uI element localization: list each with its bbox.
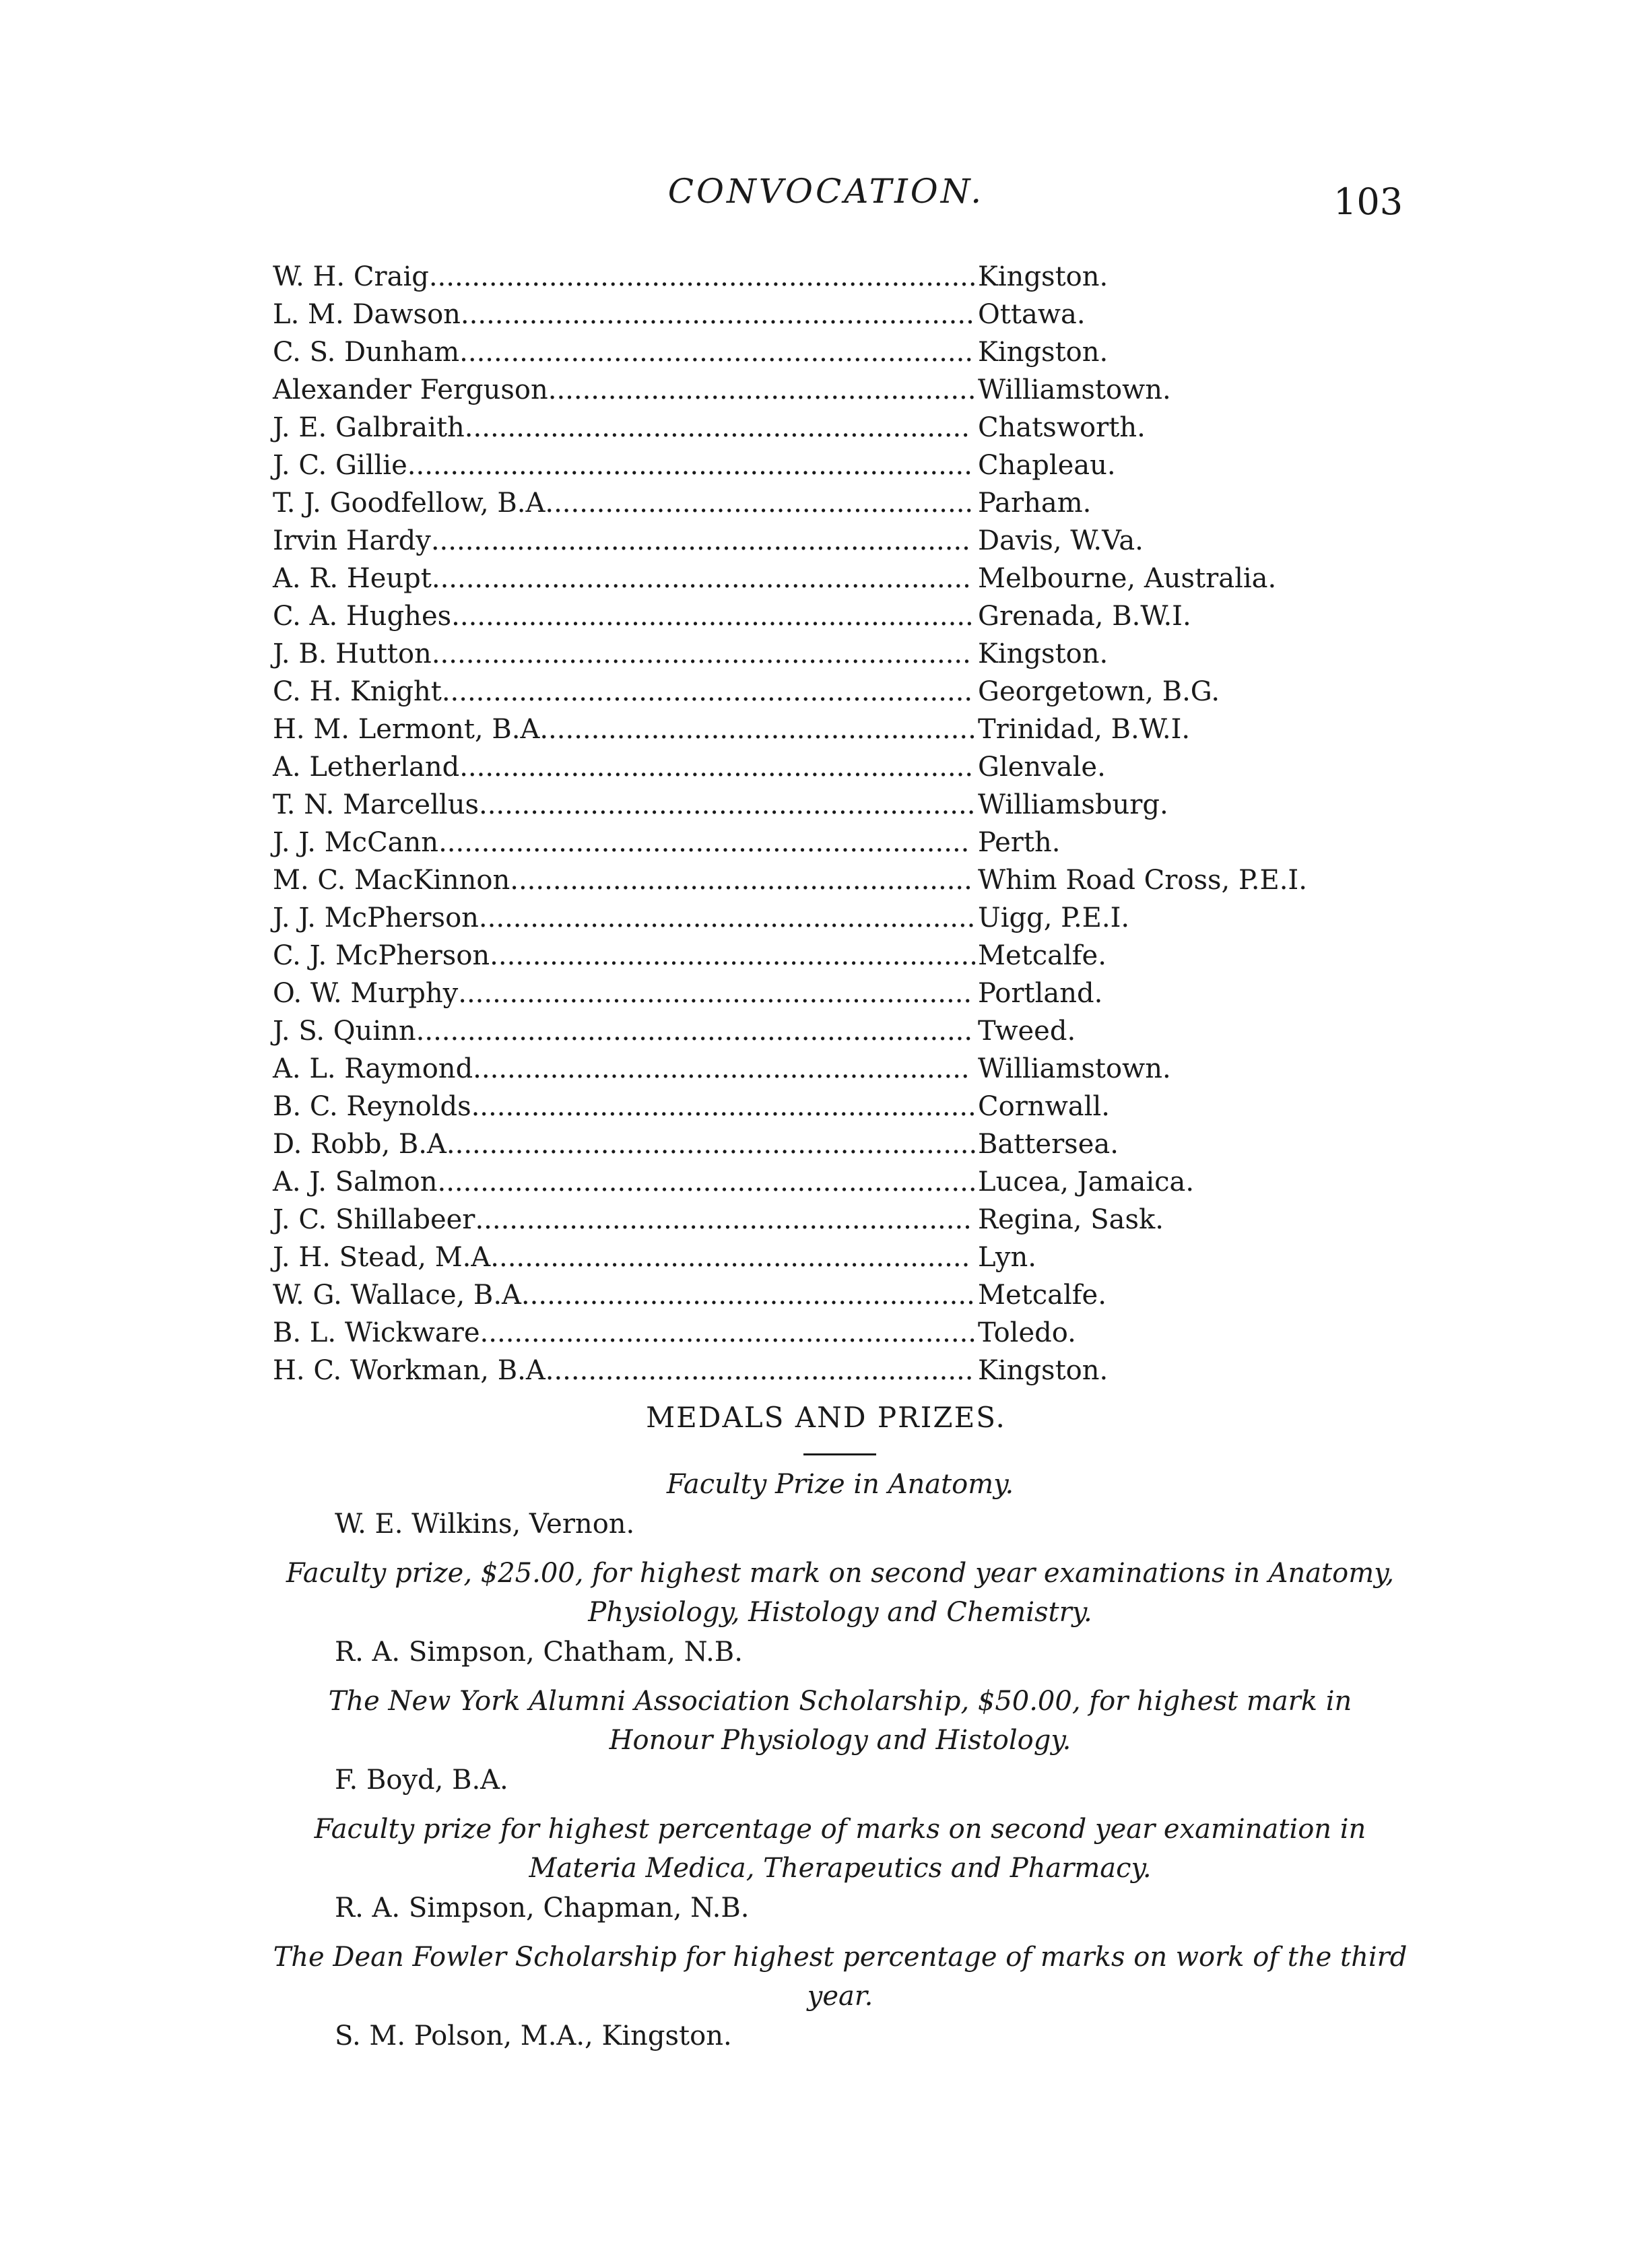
- graduate-name: C. J. McPherson: [273, 940, 490, 971]
- graduate-row: [273, 1276, 1377, 1314]
- graduate-name: A. L. Raymond: [273, 1053, 473, 1084]
- graduate-row: [273, 1314, 1377, 1352]
- graduate-place: Toledo.: [978, 1317, 1076, 1348]
- graduate-place: Williamstown.: [978, 1053, 1171, 1084]
- graduate-row: [273, 560, 1377, 597]
- dot-leader: ...............................................................: [430, 525, 970, 556]
- graduate-row: [273, 1088, 1377, 1125]
- graduate-place: Lyn.: [978, 1242, 1036, 1273]
- prize-winner: R. A. Simpson, Chatham, N.B.: [335, 1637, 743, 1668]
- graduate-name: H. M. Lermont, B.A.: [273, 714, 549, 745]
- dot-leader: ...........................................................: [471, 1091, 977, 1122]
- graduate-name: A. Letherland: [273, 752, 460, 783]
- graduate-row: [273, 484, 1377, 522]
- page-number: 103: [1333, 180, 1403, 223]
- graduate-row: [273, 1239, 1377, 1276]
- prize-block: [273, 1465, 1408, 1544]
- graduate-list: [273, 258, 1377, 1389]
- graduate-name: W. G. Wallace, B.A.: [273, 1280, 530, 1311]
- graduate-row: [273, 861, 1377, 899]
- dot-leader: ..........................................................: [475, 1204, 972, 1235]
- graduate-place: Kingston.: [978, 261, 1109, 292]
- graduate-row: [273, 824, 1377, 861]
- dot-leader: ............................................................: [459, 752, 974, 783]
- dot-leader: ......................................................: [510, 865, 972, 896]
- prize-block: [273, 1554, 1408, 1672]
- graduate-name: T. J. Goodfellow, B.A.: [273, 488, 554, 519]
- graduate-place: Battersea.: [978, 1129, 1119, 1160]
- section-heading: MEDALS AND PRIZES.: [646, 1401, 1006, 1434]
- dot-leader: ............................................................: [459, 337, 974, 368]
- graduate-row: [273, 899, 1377, 937]
- graduate-place: Melbourne, Australia.: [978, 563, 1277, 594]
- graduate-row: [273, 597, 1377, 635]
- dot-leader: ..................................................................: [407, 450, 972, 481]
- graduate-name: O. W. Murphy: [273, 978, 459, 1009]
- dot-leader: ...............................................................: [437, 1167, 977, 1197]
- prize-title: The Dean Fowler Scholarship for highest percentage of marks on work of the third year.: [273, 1942, 1408, 2012]
- graduate-name: D. Robb, B.A.: [273, 1129, 455, 1160]
- dot-leader: ..................................................: [548, 714, 977, 745]
- graduate-name: W. H. Craig: [273, 261, 429, 292]
- prize-title: Faculty Prize in Anatomy.: [666, 1469, 1014, 1500]
- prize-title: Faculty prize for highest percentage of marks on second year examination in Materia Medica, Therapeutics and Pharmacy.: [314, 1814, 1366, 1884]
- graduate-row: [273, 371, 1377, 409]
- graduate-place: Kingston.: [978, 638, 1109, 669]
- graduate-place: Metcalfe.: [978, 1280, 1106, 1311]
- prize-winner: S. M. Polson, M.A., Kingston.: [335, 2020, 732, 2051]
- graduate-row: [273, 673, 1377, 711]
- graduate-place: Lucea, Jamaica.: [978, 1167, 1195, 1197]
- dot-leader: .......................................................: [498, 1242, 970, 1273]
- graduate-name: J. S. Quinn: [273, 1016, 416, 1047]
- dot-leader: ..........................................................: [478, 902, 976, 933]
- graduate-name: L. M. Dawson: [273, 299, 461, 330]
- graduate-place: Trinidad, B.W.I.: [978, 714, 1191, 745]
- graduate-row: [273, 258, 1377, 296]
- graduate-row: [273, 1201, 1377, 1239]
- dot-leader: ..........................................................: [480, 1317, 977, 1348]
- graduate-name: J. C. Gillie: [273, 450, 407, 481]
- graduate-place: Davis, W.Va.: [978, 525, 1144, 556]
- graduate-name: B. C. Reynolds: [273, 1091, 471, 1122]
- dot-leader: .............................................................: [455, 1129, 978, 1160]
- dot-leader: ................................................................: [428, 261, 977, 292]
- prize-block: [273, 1682, 1408, 1800]
- graduate-place: Portland.: [978, 978, 1103, 1009]
- running-head: CONVOCATION.: [667, 172, 985, 211]
- graduate-row: [273, 1352, 1377, 1389]
- graduate-name: A. R. Heupt: [273, 563, 432, 594]
- graduate-name: J. J. McCann: [273, 827, 439, 858]
- graduate-place: Chapleau.: [978, 450, 1116, 481]
- graduate-name: J. H. Stead, M.A.: [273, 1242, 499, 1273]
- prize-title: The New York Alumni Association Scholarship, $50.00, for highest mark in Honour Physiology and Histology.: [328, 1686, 1352, 1756]
- graduate-place: Glenvale.: [978, 752, 1106, 783]
- dot-leader: ..........................................................: [473, 1053, 970, 1084]
- graduate-place: Tweed.: [978, 1016, 1076, 1047]
- dot-leader: .................................................................: [416, 1016, 973, 1047]
- graduate-row: [273, 1125, 1377, 1163]
- dot-leader: .................................................: [554, 488, 974, 519]
- dot-leader: ..............................................................: [438, 827, 970, 858]
- dot-leader: .............................................................: [451, 601, 974, 632]
- graduate-place: Ottawa.: [978, 299, 1086, 330]
- graduate-name: T. N. Marcellus: [273, 789, 479, 820]
- graduate-place: Uigg, P.E.I.: [978, 902, 1130, 933]
- dot-leader: .........................................................: [490, 940, 978, 971]
- graduate-place: Cornwall.: [978, 1091, 1110, 1122]
- graduate-name: C. H. Knight: [273, 676, 442, 707]
- prize-title: Faculty prize, $25.00, for highest mark on second year examinations in Anatomy, Physiology, Histology and Chemistry.: [286, 1558, 1395, 1628]
- graduate-name: J. C. Shillabeer: [273, 1204, 475, 1235]
- graduate-row: [273, 635, 1377, 673]
- dot-leader: ....................................................: [529, 1280, 975, 1311]
- graduate-row: [273, 409, 1377, 447]
- graduate-row: [273, 711, 1377, 748]
- dot-leader: ...........................................................: [464, 412, 970, 443]
- prize-winner: W. E. Wilkins, Vernon.: [335, 1509, 635, 1540]
- prize-winner: R. A. Simpson, Chapman, N.B.: [335, 1893, 750, 1924]
- graduate-place: Kingston.: [978, 337, 1109, 368]
- graduate-row: [273, 296, 1377, 333]
- graduate-place: Williamstown.: [978, 374, 1171, 405]
- dot-leader: ..................................................: [548, 374, 977, 405]
- graduate-name: B. L. Wickware: [273, 1317, 480, 1348]
- graduate-name: J. E. Galbraith: [273, 412, 465, 443]
- graduate-row: [273, 1012, 1377, 1050]
- graduate-name: J. J. McPherson: [273, 902, 479, 933]
- prize-block: [273, 1810, 1408, 1928]
- dot-leader: ............................................................: [460, 299, 974, 330]
- dot-leader: ............................................................: [458, 978, 972, 1009]
- prize-block: [273, 1938, 1408, 2056]
- graduate-name: C. A. Hughes: [273, 601, 452, 632]
- graduate-place: Georgetown, B.G.: [978, 676, 1220, 707]
- graduate-name: J. B. Hutton: [273, 638, 432, 669]
- graduate-name: A. J. Salmon: [273, 1167, 438, 1197]
- graduate-place: Williamsburg.: [978, 789, 1168, 820]
- dot-leader: ..........................................................: [478, 789, 976, 820]
- graduate-row: [273, 333, 1377, 371]
- graduate-name: Alexander Ferguson: [273, 374, 548, 405]
- graduate-name: M. C. MacKinnon: [273, 865, 510, 896]
- graduate-place: Parham.: [978, 488, 1092, 519]
- graduate-place: Grenada, B.W.I.: [978, 601, 1191, 632]
- dot-leader: ...............................................................: [431, 638, 971, 669]
- graduate-name: C. S. Dunham: [273, 337, 460, 368]
- graduate-row: [273, 786, 1377, 824]
- graduate-row: [273, 975, 1377, 1012]
- dot-leader: .................................................: [554, 1355, 974, 1386]
- graduate-row: [273, 937, 1377, 975]
- graduate-place: Whim Road Cross, P.E.I.: [978, 865, 1307, 896]
- prize-winner: F. Boyd, B.A.: [335, 1765, 508, 1796]
- graduate-place: Perth.: [978, 827, 1061, 858]
- graduate-row: [273, 748, 1377, 786]
- graduate-row: [273, 1163, 1377, 1201]
- graduate-row: [273, 447, 1377, 484]
- graduate-place: Regina, Sask.: [978, 1204, 1164, 1235]
- graduate-name: H. C. Workman, B.A.: [273, 1355, 554, 1386]
- section-rule: [803, 1453, 876, 1455]
- dot-leader: ...............................................................: [431, 563, 971, 594]
- graduate-place: Chatsworth.: [978, 412, 1146, 443]
- graduate-place: Metcalfe.: [978, 940, 1106, 971]
- graduate-place: Kingston.: [978, 1355, 1109, 1386]
- dot-leader: ..............................................................: [441, 676, 973, 707]
- graduate-name: Irvin Hardy: [273, 525, 431, 556]
- graduate-row: [273, 1050, 1377, 1088]
- graduate-row: [273, 522, 1377, 560]
- prize-list: [273, 1465, 1408, 2066]
